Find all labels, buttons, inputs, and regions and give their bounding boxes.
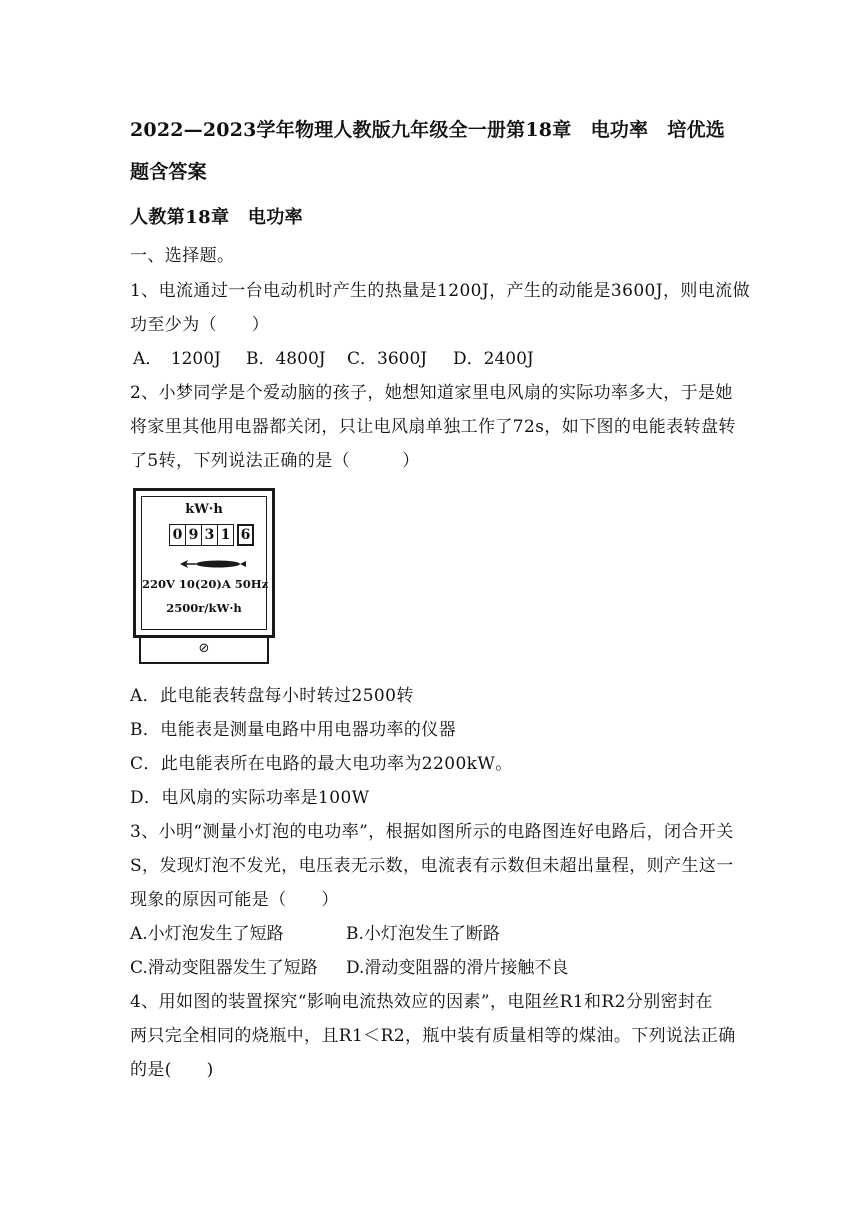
q1-text-line1: 1、电流通过一台电动机时产生的热量是1200J，产生的动能是3600J，则电流做 <box>130 281 750 301</box>
meter-base-symbol-icon: ⊘ <box>198 641 210 656</box>
q3-option-a: A.小灯泡发生了短路 <box>130 924 284 944</box>
q3-text-line3: 现象的原因可能是（ ） <box>130 890 339 910</box>
meter-digit: 9 <box>185 524 202 546</box>
doc-title-line1: 2022—2023学年物理人教版九年级全一册第18章 电功率 培优选 <box>130 119 726 141</box>
q4-text-line2: 两只完全相同的烧瓶中，且R1＜R2，瓶中装有质量相等的煤油。下列说法正确 <box>130 1026 736 1046</box>
q1-option-a: A． 1200J <box>133 349 221 369</box>
q4-text-line1: 4、用如图的装置探究“影响电流热效应的因素”，电阻丝R1和R2分别密封在 <box>130 992 713 1012</box>
q2-option-b: B．电能表是测量电路中用电器功率的仪器 <box>130 720 457 740</box>
meter-housing <box>133 488 275 638</box>
meter-base <box>139 638 269 664</box>
meter-panel <box>141 496 267 630</box>
q2-text-line2: 将家里其他用电器都关闭，只让电风扇单独工作了72s，如下图的电能表转盘转 <box>130 417 736 437</box>
meter-digit: 3 <box>201 524 218 546</box>
q3-text-line1: 3、小明“测量小灯泡的电功率”，根据如图所示的电路图连好电路后，闭合开关 <box>130 822 734 842</box>
q3-text-line2: S，发现灯泡不发光，电压表无示数，电流表有示数但未超出量程，则产生这一 <box>130 856 734 876</box>
chapter-heading: 人教第18章 电功率 <box>130 207 304 228</box>
q3-option-d: D.滑动变阻器的滑片接触不良 <box>346 958 569 978</box>
meter-unit-label: kW·h <box>185 502 223 517</box>
q1-option-c: C．3600J <box>347 349 428 369</box>
energy-meter-figure <box>133 488 281 668</box>
meter-digit: 0 <box>169 524 186 546</box>
q2-option-a: A．此电能表转盘每小时转过2500转 <box>130 686 414 706</box>
meter-disc-arrow-icon <box>178 557 248 571</box>
meter-digit: 1 <box>217 524 234 546</box>
q2-text-line3: 了5转，下列说法正确的是（ ） <box>130 451 420 471</box>
meter-spec-label: 220V 10(20)A 50Hz <box>142 577 269 591</box>
q1-text-line2: 功至少为（ ） <box>130 315 270 335</box>
meter-revolution-label: 2500r/kW·h <box>166 601 242 615</box>
meter-digit-display <box>170 524 254 546</box>
meter-digit-decimal: 6 <box>237 524 254 546</box>
q1-option-b: B．4800J <box>246 349 326 369</box>
q1-option-d: D．2400J <box>453 349 534 369</box>
doc-title-line2: 题含答案 <box>130 161 207 183</box>
section-heading: 一、选择题。 <box>130 246 235 266</box>
q3-option-b: B.小灯泡发生了断路 <box>346 924 500 944</box>
q4-text-line3: 的是( ) <box>130 1060 214 1080</box>
q2-text-line1: 2、小梦同学是个爱动脑的孩子，她想知道家里电风扇的实际功率多大，于是她 <box>130 383 733 403</box>
q2-option-c: C．此电能表所在电路的最大电功率为2200kW。 <box>130 754 513 774</box>
q3-option-c: C.滑动变阻器发生了短路 <box>130 958 318 978</box>
q2-option-d: D．电风扇的实际功率是100W <box>130 788 370 808</box>
